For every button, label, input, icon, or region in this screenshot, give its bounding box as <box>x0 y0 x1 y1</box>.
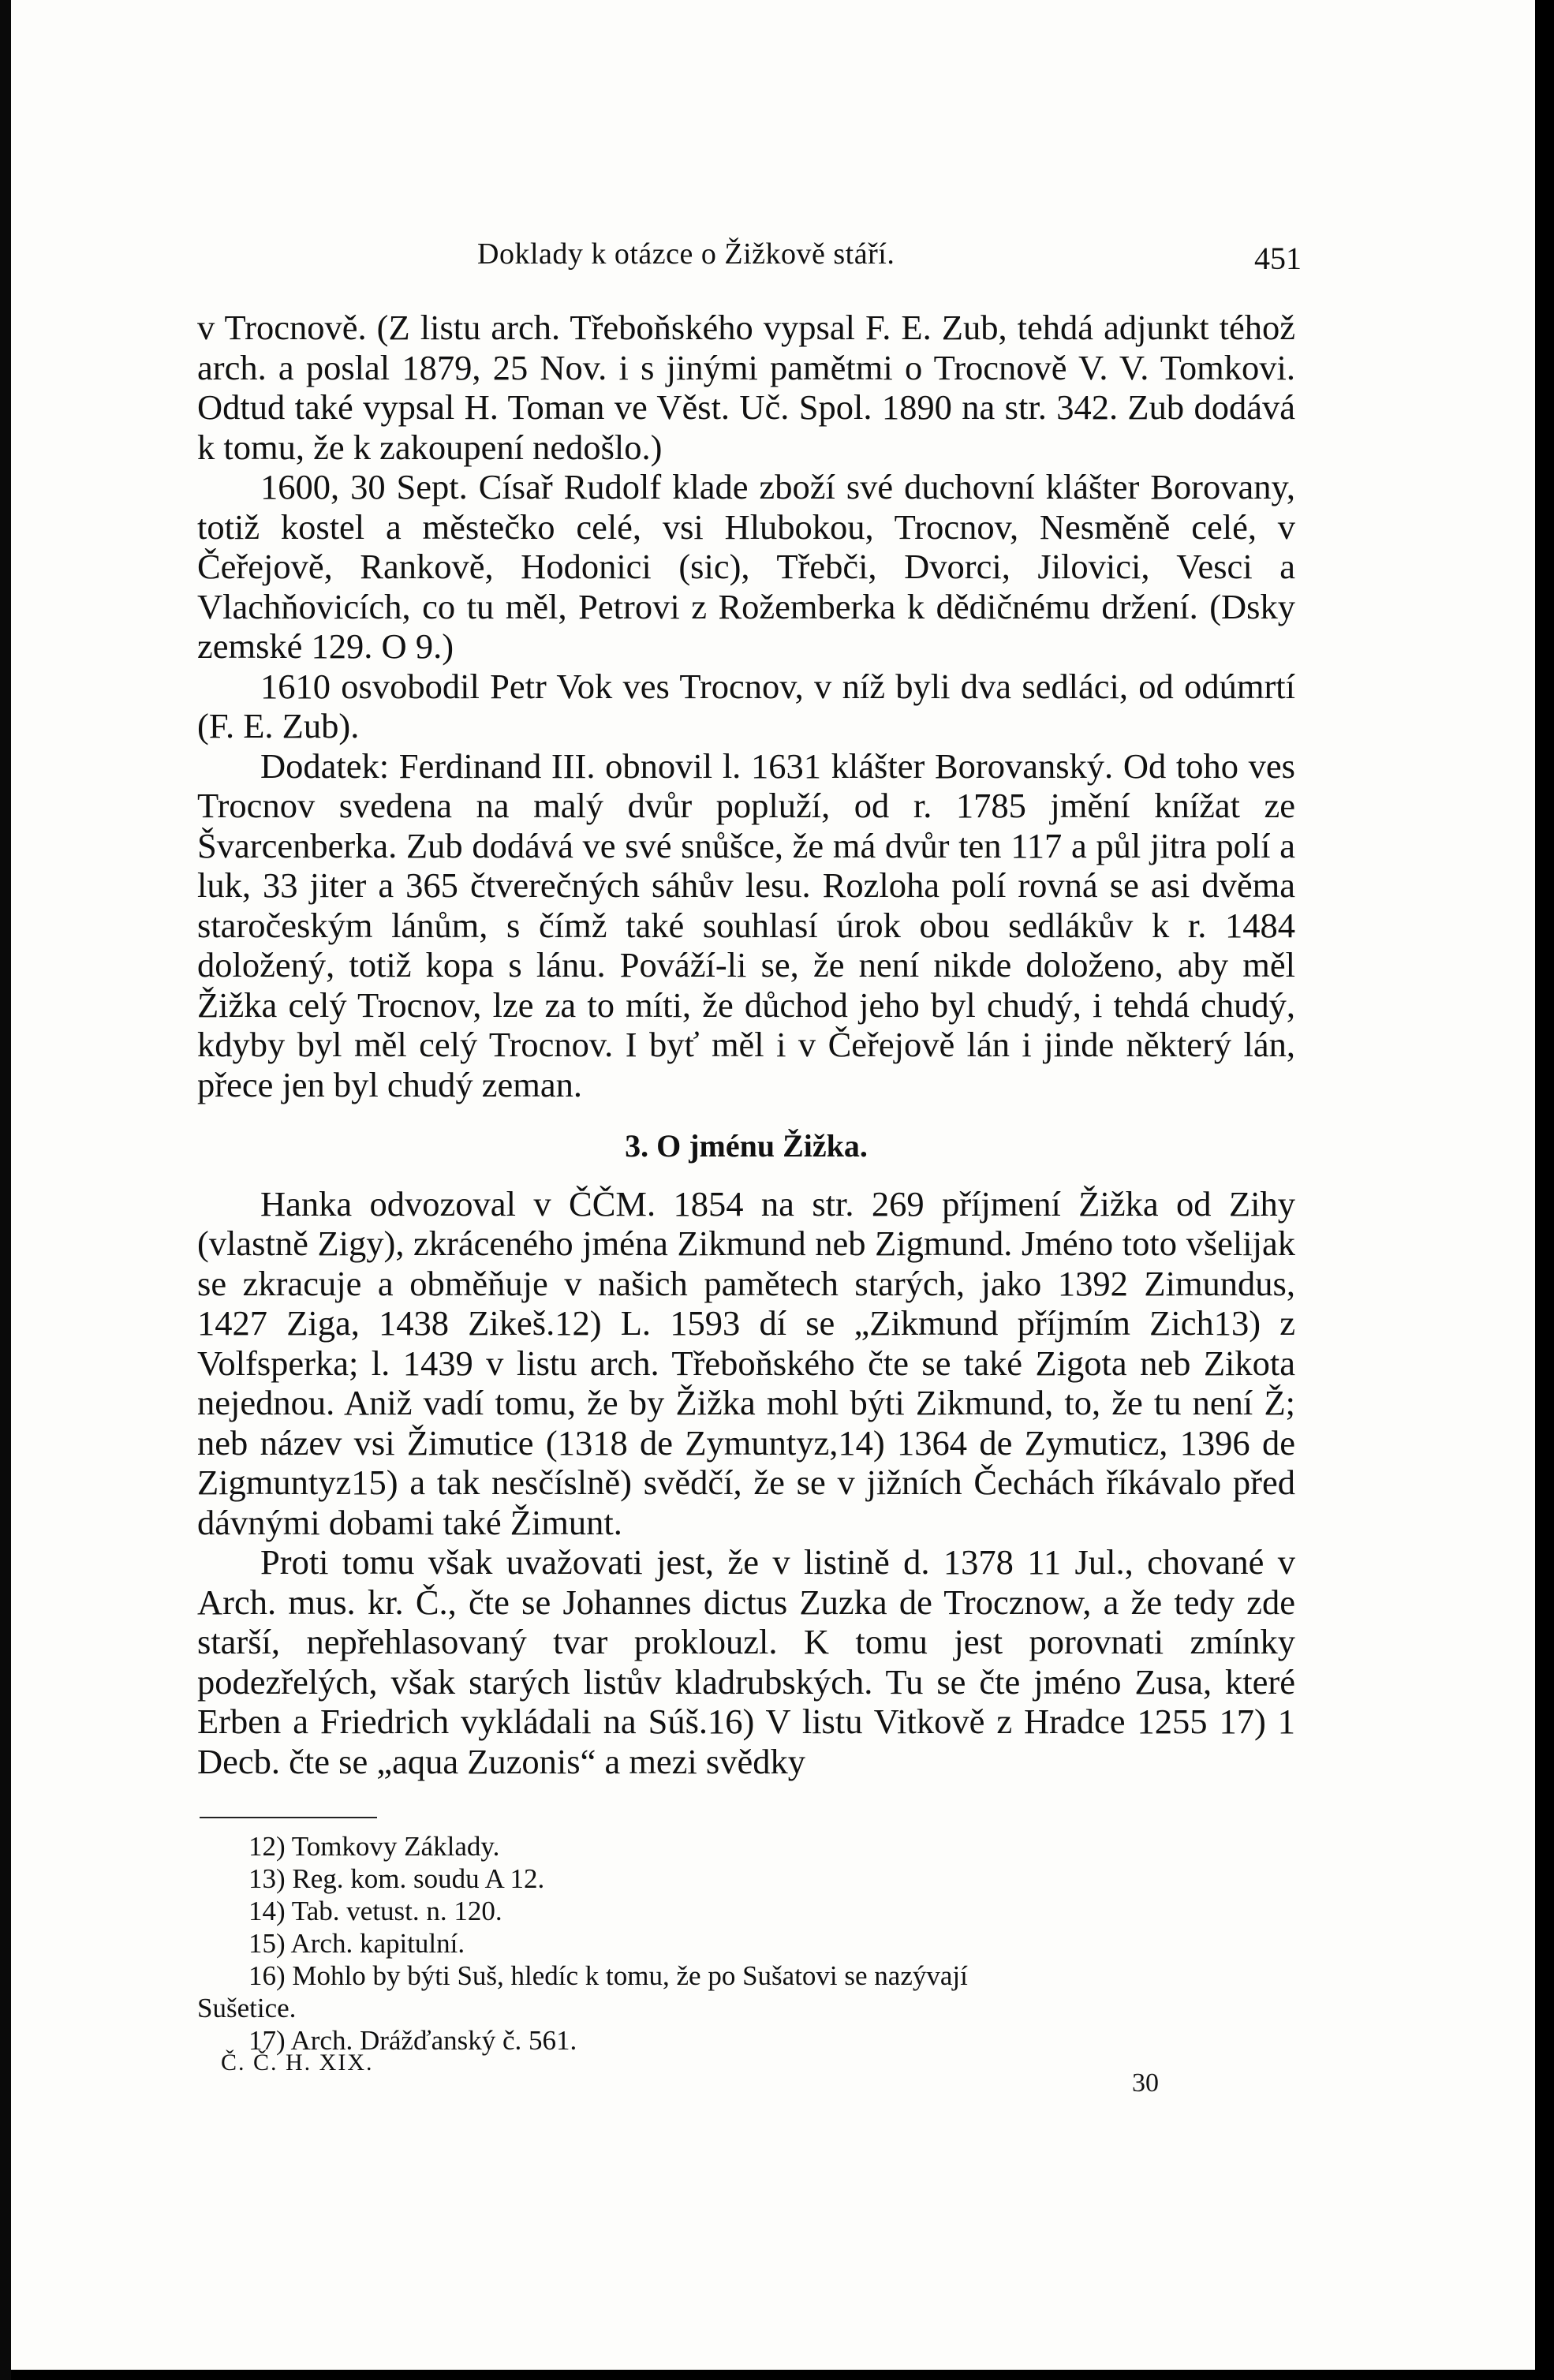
section-heading: 3. O jménu Žižka. <box>625 1128 868 1164</box>
paragraph: v Trocnově. (Z listu arch. Třeboňského vypsal F. E. Zub, tehdá adjunkt téhož arch. a poslal 1879, 25 Nov. i s jinými pamětmi o Trocnově V. V. Tomkovi. Odtud také vypsal H. Toman ve Věst. Uč. Spol. 1890 na str. 342. Zub dodává k tomu, že k zakoupení nedošlo.) <box>197 308 1295 467</box>
footnote: 16) Mohlo by býti Suš, hledíc k tomu, že po Sušatovi se nazývají <box>248 1960 968 1991</box>
footnote: 15) Arch. kapitulní. <box>248 1928 465 1959</box>
footnote-divider <box>200 1817 377 1818</box>
footnote: 13) Reg. kom. soudu A 12. <box>248 1863 545 1894</box>
main-text <box>197 308 1295 1781</box>
footnote-continuation: Sušetice. <box>197 1993 297 2023</box>
running-title: Doklady k otázce o Žižkově stáří. <box>477 237 895 271</box>
paragraph: Hanka odvozoval v ČČM. 1854 na str. 269 příjmení Žižka od Zihy (vlastně Zigy), zkráceného jména Zikmund neb Zigmund. Jméno toto všelijak se zkracuje a obměňuje v našich pamětech starých, jako 1392 Zimundus, 1427 Ziga, 1438 Zikeš.12) L. 1593 dí se „Zikmund příjmím Zich13) z Volfsperka; l. 1439 v listu arch. Třeboňského čte se také Zigota neb Zikota nejednou. Aniž vadí tomu, že by Žižka mohl býti Zikmund, to, že tu není Ž; neb název vsi Žimutice (1318 de Zymuntyz,14) 1364 de Zymuticz, 1396 de Zigmuntyz15) a tak nesčíslně) svědčí, že se v jižních Čechách říkávalo před dávnými dobami také Žimunt. <box>197 1183 1295 1542</box>
scan-edge-right <box>1535 0 1554 2380</box>
paragraph: 1600, 30 Sept. Císař Rudolf klade zboží své duchovní klášter Borovany, totiž kostel a městečko celé, vsi Hlubokou, Trocnov, Nesměně celé, v Čeřejově, Rankově, Hodonici (sic), Třebči, Dvorci, Jilovici, Vesci a Vlachňovicích, co tu měl, Petrovi z Rožemberka k dědičnému držení. (Dsky zemské 129. O 9.) <box>197 467 1295 666</box>
scan-edge-left <box>0 0 11 2380</box>
page-number: 451 <box>1254 241 1302 276</box>
sheet-number: 30 <box>1132 2068 1159 2098</box>
running-header <box>197 237 1302 284</box>
page-footer <box>197 2049 1309 2097</box>
footnotes <box>197 1830 1306 2057</box>
paragraph: 1610 osvobodil Petr Vok ves Trocnov, v níž byli dva sedláci, od odúmrtí (F. E. Zub). <box>197 666 1295 745</box>
paragraph: Proti tomu však uvažovati jest, že v listině d. 1378 11 Jul., chované v Arch. mus. kr. Č., čte se Johannes dictus Zuzka de Trocznow, a že tedy zde starší, nepřehlasovaný tvar proklouzl. K tomu jest porovnati zmínky podezřelých, však starých listův kladrubských. Tu se čte jméno Zusa, které Erben a Friedrich vykládali na Súš.16) V listu Vitkově z Hradce 1255 17) 1 Decb. čte se „aqua Zuzonis“ a mezi svědky <box>197 1542 1295 1781</box>
footnote: 17) Arch. Drážďanský č. 561. <box>248 2025 577 2056</box>
signature-mark: Č. Č. H. XIX. <box>221 2049 374 2075</box>
paragraph: Dodatek: Ferdinand III. obnovil l. 1631 klášter Borovanský. Od toho ves Trocnov svedena na malý dvůr popluží, od r. 1785 jmění knížat ze Švarcenberka. Zub dodává ve své snůšce, že má dvůr ten 117 a půl jitra polí a luk, 33 jiter a 365 čtverečných sáhův lesu. Rozloha polí rovná se asi dvěma staročeským lánům, s čímž také souhlasí úrok obou sedlákův k r. 1484 doložený, totiž kopa s lánu. Pováží-li se, že není nikde doloženo, aby měl Žižka celý Trocnov, lze za to míti, že důchod jeho byl chudý, i tehdá chudý, kdyby byl měl celý Trocnov. I byť měl i v Čeřejově lán i jinde některý lán, přece jen byl chudý zeman. <box>197 745 1295 1104</box>
footnote: 14) Tab. vetust. n. 120. <box>248 1896 502 1926</box>
footnote: 12) Tomkovy Základy. <box>248 1831 500 1862</box>
